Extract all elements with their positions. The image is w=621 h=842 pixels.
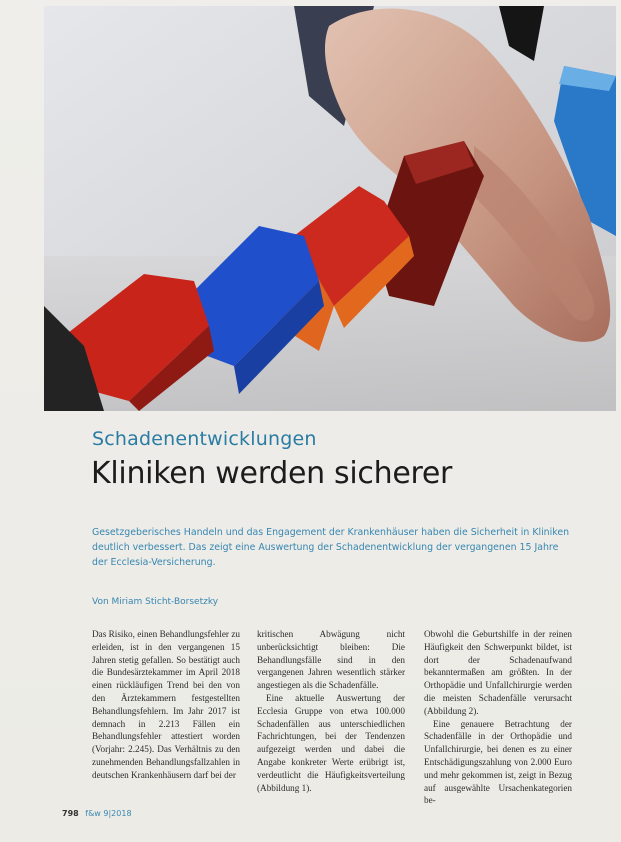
body-column-1 <box>92 628 240 782</box>
body-column-2 <box>257 628 405 794</box>
paragraph: Das Risiko, einen Behandlungsfehler zu erleiden, ist in den vergangenen 15 Jahren stetig gefallen. So bestätigt auch die Bundesärztekammer im April 2018 einen rückläufigen Trend bei den von den Ärztekammern festgestellten Behandlungsfehlern. Im Jahr 2017 ist demnach in 2.213 Fällen ein Behandlungsfehler attestiert worden (Vorjahr: 2.245). Das Verhältnis zu den zunehmenden Behandlungsfallzahlen in deutschen Krankenhäusern darf bei der <box>92 629 240 780</box>
body-column-3 <box>424 628 572 807</box>
paragraph: kritischen Abwägung nicht unberücksichtigt bleiben: Die Behandlungsfälle sind in den vergangenen Jahren wesentlich stärker angestiegen als die Schadenfälle. <box>257 629 405 691</box>
page-footer <box>62 809 132 818</box>
magazine-issue: f&w 9|2018 <box>85 809 132 818</box>
paragraph: Eine aktuelle Auswertung der Ecclesia Gruppe von etwa 100.000 Schadenfällen aus unterschiedlichen Fachrichtungen, bei der Tendenzen aufgezeigt werden und dabei die Angabe konkreter Werte erübrigt ist, verdeutlicht die Häufigkeitsverteilung (Abbildung 1). <box>257 692 405 793</box>
article-body <box>92 628 572 806</box>
article-byline: Von Miriam Sticht-Borsetzky <box>92 597 219 607</box>
article-headline: Kliniken werden sicherer <box>91 456 453 491</box>
article-kicker: Schadenentwicklungen <box>92 428 317 450</box>
domino-blocks-hand-image <box>44 6 616 411</box>
paragraph: Obwohl die Geburtshilfe in der reinen Häufigkeit den Schwerpunkt bildet, ist dort der Schadenaufwand bekanntermaßen am größten. In der Orthopädie und Unfallchirurgie werden die meisten Schadenfälle verursacht (Abbildung 2). <box>424 629 572 716</box>
article-lead: Gesetzgeberisches Handeln und das Engagement der Krankenhäuser haben die Sicherheit in Kliniken deutlich verbessert. Das zeigt eine Auswertung der Schadenentwicklung der vergangenen 15 Jahre der Ecclesia-Versicherung. <box>92 527 570 568</box>
paragraph: Eine genauere Betrachtung der Schadenfälle in der Orthopädie und Unfallchirurgie, bei denen es zu einer Entschädigungszahlung von 2.000 Euro und mehr gekommen ist, zeigt in Bezug auf ausgewählte Ursachenkategorien be- <box>424 718 572 806</box>
page-number: 798 <box>62 809 79 818</box>
